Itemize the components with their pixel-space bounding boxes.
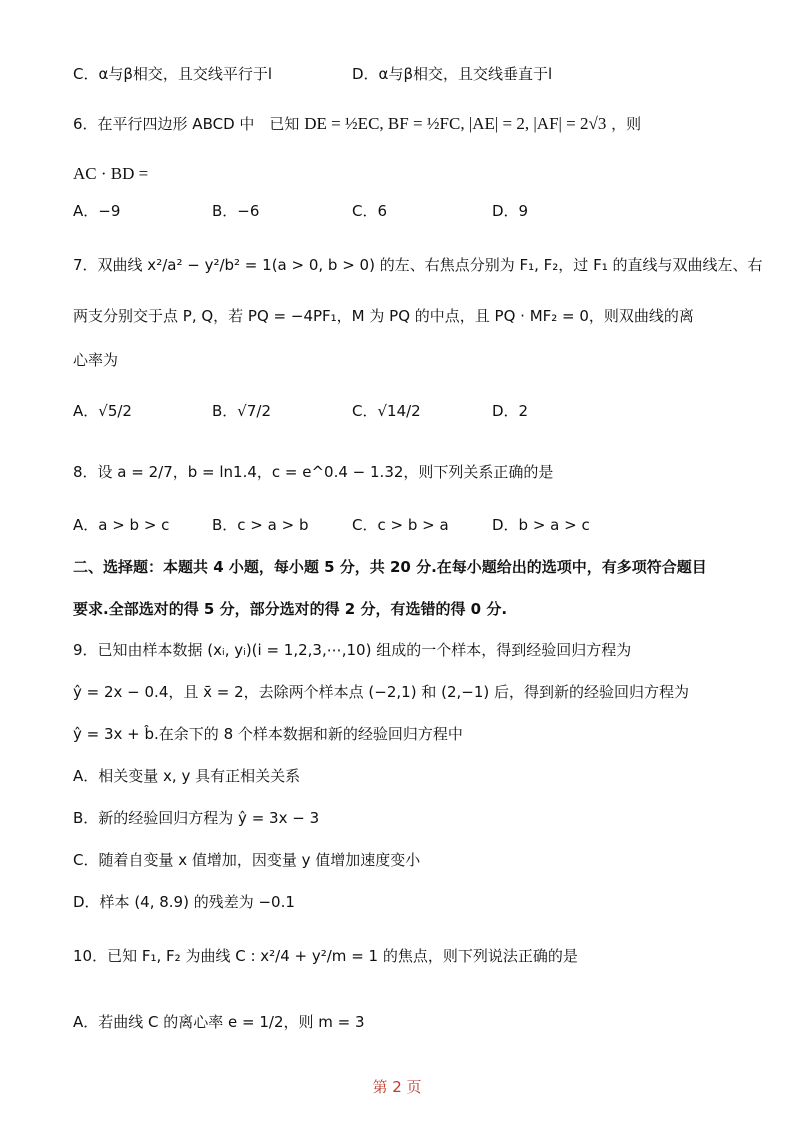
q6-stem: 6．在平行四边形 ABCD 中 已知 [73,115,300,133]
q7-option-b: B．√7/2 [212,402,271,420]
q10-option-a: A．若曲线 C 的离心率 e = 1/2，则 m = 3 [73,1013,365,1031]
section-2-heading-line-2: 要求.全部选对的得 5 分，部分选对的得 2 分，有选错的得 0 分. [73,600,508,618]
q9-option-d: D．样本 (4, 8.9) 的残差为 −0.1 [73,893,295,911]
q8-stem: 8．设 a = 2/7，b = ln1.4，c = e^0.4 − 1.32，则下列关系正确的是 [73,463,554,481]
q6-condition: DE = ½EC, BF = ½FC, |AE| = 2, |AF| = 2√3 [304,114,607,133]
q10-stem: 10．已知 F₁, F₂ 为曲线 C : x²/4 + y²/m = 1 的焦点，则下列说法正确的是 [73,947,578,965]
q9-option-c: C．随着自变量 x 值增加，因变量 y 值增加速度变小 [73,851,421,869]
q5-option-d: D．α与β相交，且交线垂直于l [352,65,553,83]
q8-option-b: B．c > a > b [212,516,309,534]
q6-option-a: A．−9 [73,202,121,220]
q7-line-2: 两支分别交于点 P, Q，若 PQ = −4PF₁，M 为 PQ 的中点，且 PQ · MF₂ = 0，则双曲线的离 [73,307,694,325]
q6-option-c: C．6 [352,202,388,220]
q7-line-3: 心率为 [73,351,119,369]
section-2-heading-line-1: 二、选择题：本题共 4 小题，每小题 5 分，共 20 分.在每小题给出的选项中，有多项符合题目 [73,558,707,576]
q8-option-a: A．a > b > c [73,516,170,534]
q6-tail: ，则 [611,115,642,133]
q8-option-d: D．b > a > c [492,516,590,534]
q9-line-1: 9．已知由样本数据 (xᵢ, yᵢ)(i = 1,2,3,⋯,10) 组成的一个样本，得到经验回归方程为 [73,641,632,659]
q6-option-d: D．9 [492,202,529,220]
q6-ask: AC · BD = [73,164,149,183]
q6-option-b: B．−6 [212,202,260,220]
q8-option-c: C．c > b > a [352,516,449,534]
q5-option-c: C．α与β相交，且交线平行于l [73,65,273,83]
q9-option-a: A．相关变量 x, y 具有正相关关系 [73,767,301,785]
q9-line-2: ŷ = 2x − 0.4，且 x̄ = 2，去除两个样本点 (−2,1) 和 (2,−1) 后，得到新的经验回归方程为 [73,683,689,701]
q9-option-b: B．新的经验回归方程为 ŷ = 3x − 3 [73,809,320,827]
page-number: 第 2 页 [372,1078,422,1096]
q7-option-c: C．√14/2 [352,402,421,420]
q6-stem-line [73,112,641,136]
q7-line-1: 7．双曲线 x²/a² − y²/b² = 1(a > 0, b > 0) 的左、右焦点分别为 F₁, F₂，过 F₁ 的直线与双曲线左、右 [73,256,763,274]
q9-line-3: ŷ = 3x + b̂.在余下的 8 个样本数据和新的经验回归方程中 [73,725,463,743]
q7-option-d: D．2 [492,402,529,420]
q7-option-a: A．√5/2 [73,402,132,420]
